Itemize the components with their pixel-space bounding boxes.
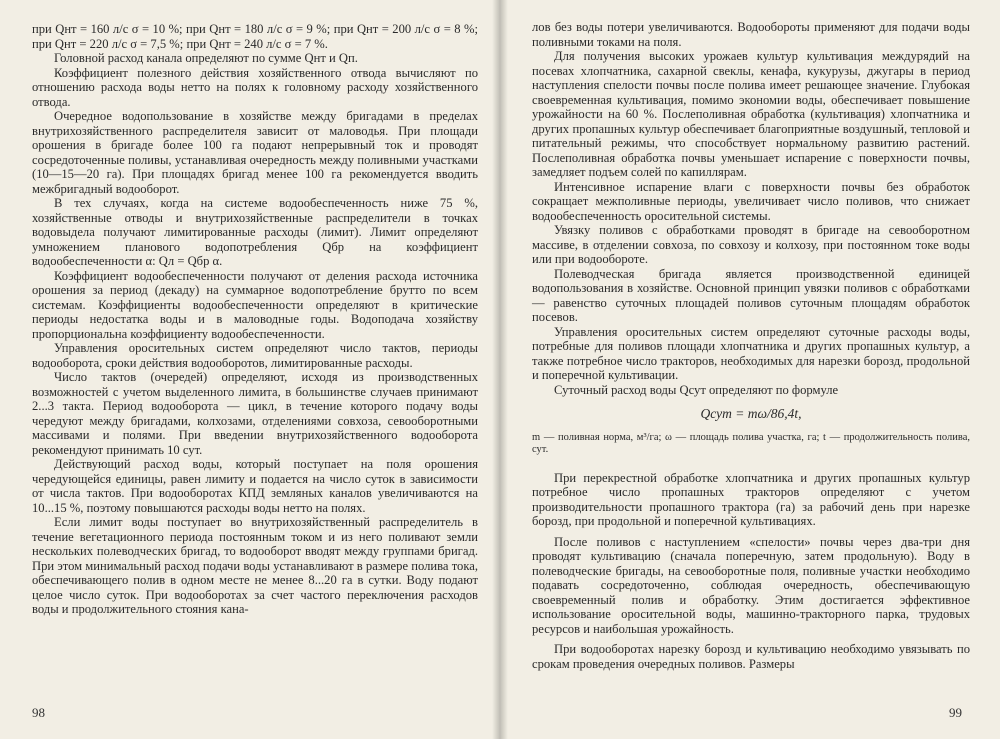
paragraph: Управления оросительных систем определяют число тактов, периоды водооборота, сроки действия водооборотов, лимитированные расходы. <box>32 341 478 370</box>
paragraph: При перекрестной обработке хлопчатника и других пропашных культур потребное число пропашных тракторов определяют с учетом производительности пропашного трактора (га) за рабочий день при нарезке борозд, при продольной и поперечной культивациях. <box>532 470 970 528</box>
page-number: 98 <box>32 705 45 720</box>
paragraph: Число тактов (очередей) определяют, исходя из производственных возможностей с учетом выделенного лимита, в большинстве случаев принимают 2...3 такта. Период водооборота — цикл, в течение которого подачу воды чередуют между бригадами, колхозами, отделениями совхоза, севооборотными массивами и полями. При введении внутрихозяйственного водооборота рекомендуют принимать 10 сут. <box>32 370 478 457</box>
paragraph: Для получения высоких урожаев культур культивация междурядий на посевах хлопчатника, сахарной свеклы, кенафа, кукурузы, джугары в период наступления спелости почвы после полива имеет решающее значение. Глубокая своевременная культивация, помимо экономии воды, обеспечивает повышение урожайности на 60 %. Послеполивная обработка (культивация) хлопчатника и других пропашных культур обеспечивает благоприятные воздушный, тепловой и питательный режимы, что способствует нормальному развитию растений. Послеполивная обработка почвы уменьшает испарение с поверхности почвы, замедляет подъем солей по капиллярам. <box>532 49 970 179</box>
paragraph: После поливов с наступлением «спелости» почвы через два-три дня проводят культивацию (сначала поперечную, затем продольную). Воду в полеводческие бригады, на севооборотные поля, поливные участки необходимо подавать сосредоточенно, соблюдая очередность, обеспечивающую своевременный полив и обработку. Этим достигается эффективное использование оросительной воды, машинно-тракторного парка, трудовых ресурсов и наибольшая урожайность. <box>532 534 970 636</box>
right-page <box>500 0 1000 739</box>
paragraph: Очередное водопользование в хозяйстве между бригадами в пределах внутрихозяйственного распределителя зависит от маловодья. При площади орошения в бригаде более 100 га подают непрерывный ток и проводят сосредоточенные поливы, устанавливая очередность между поливными участками (10—15—20 га). При площадях бригад менее 100 га рекомендуется вводить межбригадный водооборот. <box>32 109 478 196</box>
formula: Qсут = mω/86,4t, <box>700 406 802 421</box>
paragraph: В тех случаях, когда на системе водообеспеченность ниже 75 %, хозяйственные отводы и внутрихозяйственные распределители в точках водовыдела получают лимитированные расходы (лимит). Лимит определяют умножением планового водопотребления Qбр на коэффициент водообеспеченности α: Qл = Qбр α. <box>32 196 478 268</box>
paragraph: Управления оросительных систем определяют суточные расходы воды, потребные для поливов площади хлопчатника и других пропашных культур, а также потребное число тракторов, необходимых для нарезки борозд, продольной и поперечной культивации. <box>532 324 970 382</box>
paragraph: Коэффициент полезного действия хозяйственного отвода вычисляют по отношению расхода воды нетто на полях к головному расходу хозяйственного отвода. <box>32 65 478 109</box>
paragraph: Увязку поливов с обработками проводят в бригаде на севооборотном массиве, в отделении совхоза, по совхозу и колхозу, при постоянном токе воды или при водообороте. <box>532 223 970 266</box>
right-page-text <box>532 20 970 671</box>
paragraph: лов без воды потери увеличиваются. Водообороты применяют для подачи воды поливными токами на поля. <box>532 20 970 49</box>
formula-note: m — поливная норма, м³/га; ω — площадь полива участка, га; t — продолжительность полива, сут. <box>532 431 970 455</box>
paragraph: Если лимит воды поступает во внутрихозяйственный распределитель в течение вегетационного периода постоянным током и из него поливают земли нескольких полеводческих бригад, то водооборот вводят между группами бригад. При этом минимальный расход подачи воды устанавливают в размере полива тока, обеспечивающего полив в одном месте не менее 8...20 га в сутки. Воду подают целое число суток. При водооборотах за счет частого переключения расходов воды и продолжительного стояния кана- <box>32 515 478 616</box>
left-page-text <box>32 22 478 617</box>
paragraph: Действующий расход воды, который поступает на поля орошения чередующейся единицы, равен лимиту и подается на число суток в зависимости от числа тактов. При водооборотах КПД земляных каналов увеличиваются на 10...15 %, поэтому повышаются расходы воды нетто на полях. <box>32 457 478 515</box>
paragraph: Суточный расход воды Qсут определяют по формуле <box>554 382 839 397</box>
paragraph: При водооборотах нарезку борозд и культивацию необходимо увязывать по срокам проведения очередных поливов. Размеры <box>532 642 970 671</box>
paragraph: Полеводческая бригада является производственной единицей водопользования в хозяйстве. Основной принцип увязки поливов с обработками — равенство суточных площадей поливов суточным площадям обработок посевов. <box>532 266 970 324</box>
paragraph: Интенсивное испарение влаги с поверхности почвы без обработок сокращает межполивные периоды, увеличивает число поливов, что снижает водообеспеченность оросительной системы. <box>532 179 970 223</box>
paragraph: Головной расход канала определяют по сумме Qнт и Qп. <box>54 51 358 65</box>
page-number: 99 <box>949 705 962 720</box>
paragraph: Коэффициент водообеспеченности получают от деления расхода источника орошения за период (декаду) на суммарное водопотребление брутто по всем системам. Коэффициенты водообеспеченности определяют в критические периоды недостатка воды и в маловодные годы. Водоподача хозяйству пропорциональна коэффициенту водообеспеченности. <box>32 268 478 341</box>
paragraph: при Qнт = 160 л/с σ = 10 %; при Qнт = 180 л/с σ = 9 %; при Qнт = 200 л/с σ = 8 %; при Qнт = 220 л/с σ = 7,5 %; при Qнт = 240 л/с σ = 7 %. <box>32 22 478 51</box>
